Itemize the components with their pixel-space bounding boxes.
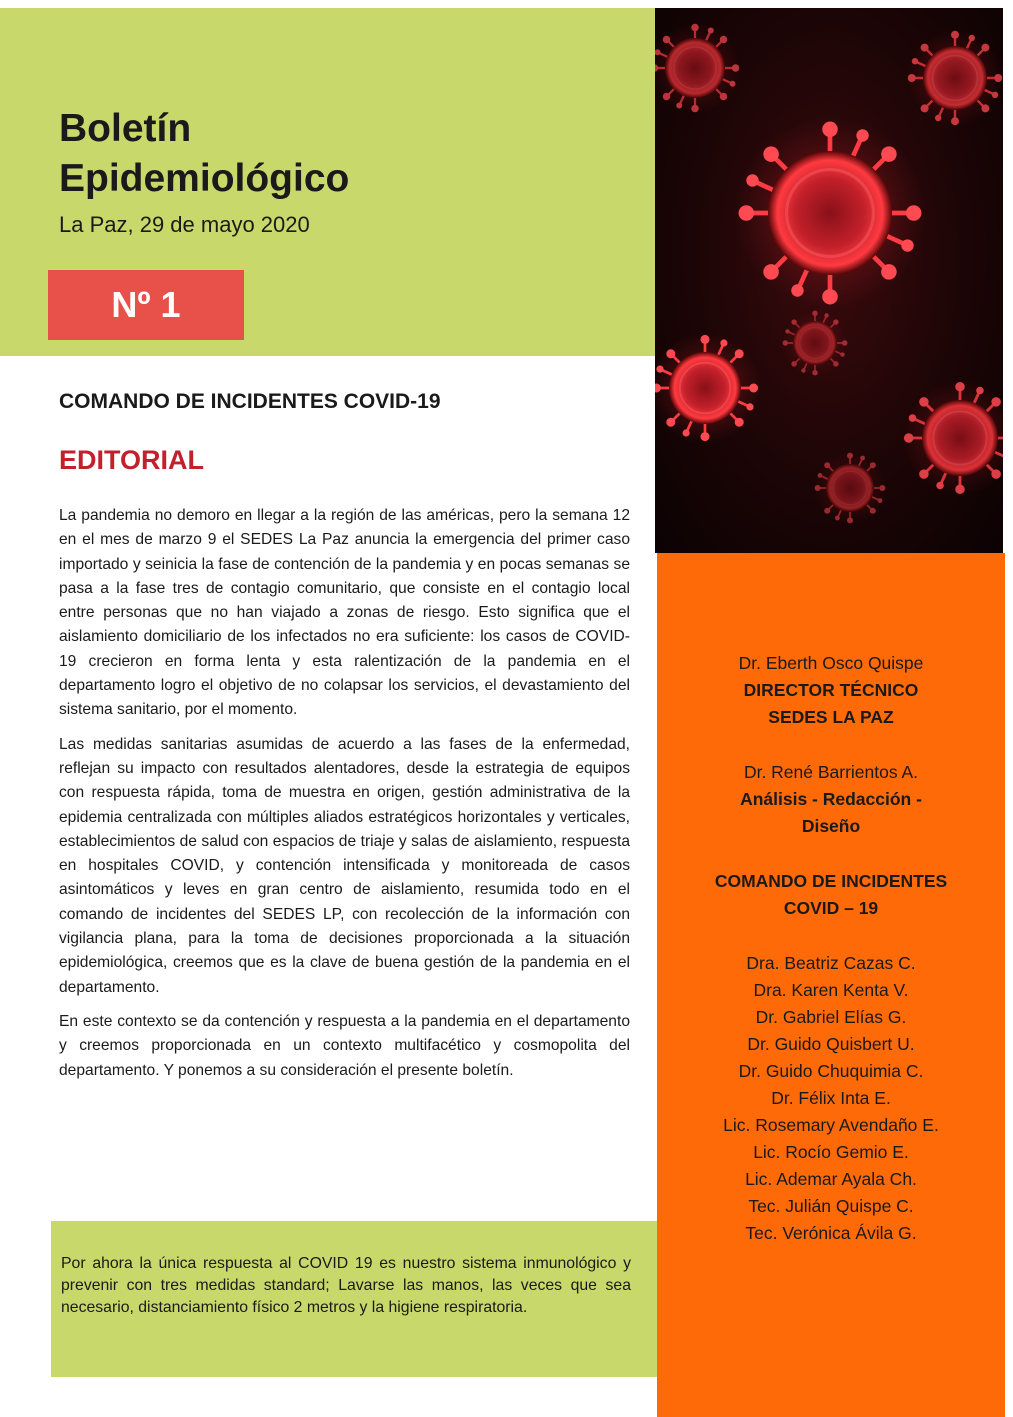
committee-member: Dr. Guido Chuquimia C. [738, 1061, 924, 1081]
committee-member: Tec. Julián Quispe C. [748, 1196, 914, 1216]
credits-sidebar [657, 553, 1005, 1417]
committee-heading-line-2: COVID – 19 [783, 898, 879, 918]
issue-badge: Nº 1 [48, 270, 244, 340]
editorial-paragraph-1: La pandemia no demoro en llegar a la región de las américas, pero la semana 12 en el mes de marzo 9 el SEDES La Paz anuncia la emergencia del primer caso importado y seinicia la fase de contención de la pandemia y en pocas semanas se pasa a la fase tres de contagio comunitario, que consiste en el contagio local entre personas que no han viajado a zonas de riesgo. Esto significa que el aislamiento domiciliario de los infectados no era suficiente: los casos de COVID-19 crecieron en forma lenta y esta ralentización de la pandemia en el departamento logro el objetivo de no colapsar los servicios, el devastamiento del sistema sanitario, por el momento. [59, 507, 630, 719]
editorial-heading: EDITORIAL [59, 445, 205, 475]
editorial-body [59, 504, 630, 1093]
coronavirus-image [655, 8, 1003, 553]
prevention-callout-text: Por ahora la única respuesta al COVID 19 es nuestro sistema inmunológico y prevenir con tres medidas standard; Lavarse las manos, las veces que sea necesario, distanciamiento físico 2 metros y la higiene respiratoria. [61, 1255, 631, 1316]
director-name: Dr. Eberth Osco Quispe [738, 653, 924, 673]
committee-heading-line-1: COMANDO DE INCIDENTES [714, 871, 948, 891]
committee-member: Dra. Beatriz Cazas C. [746, 953, 916, 973]
committee-member: Lic. Ademar Ayala Ch. [745, 1169, 917, 1189]
committee-member: Dra. Karen Kenta V. [753, 980, 909, 1000]
committee-member: Lic. Rocío Gemio E. [753, 1142, 909, 1162]
editorial-paragraph-3: En este contexto se da contención y respuesta a la pandemia en el departamento y creemos proporcionada en un contexto multifacético y cosmopolita del departamento. Y ponemos a su consideración el presente boletín. [59, 1012, 630, 1079]
editorial-paragraph-2: Las medidas sanitarias asumidas de acuerdo a las fases de la enfermedad, reflejan su impacto con resultados alentadores, desde la estrategia de equipos con respuesta rápida, toma de muestra en origen, gestión administrativa de la epidemia centralizada con múltiples aliados estratégicos horizontales y verticales, establecimientos de salud con espacios de triaje y salas de aislamiento, respuesta en hospitales COVID, y contención intensificada y monitoreada de casos asintomáticos y leves en gran centro de aislamiento, resumida todo en el comando de incidentes del SEDES LP, con recolección de la información con vigilancia plana, para la toma de decisiones proporcionada a la situación epidemiológica, creemos que es la clave de buena gestión de la pandemia en el departamento. [59, 735, 630, 996]
committee-member: Lic. Rosemary Avendaño E. [723, 1115, 939, 1135]
committee-member: Dr. Félix Inta E. [771, 1088, 891, 1108]
bulletin-date: La Paz, 29 de mayo 2020 [59, 212, 310, 237]
section-subtitle: COMANDO DE INCIDENTES COVID-19 [59, 390, 441, 413]
coronavirus-illustration [655, 8, 1003, 553]
bulletin-title [59, 104, 349, 204]
committee-member: Dr. Gabriel Elías G. [755, 1007, 907, 1027]
prevention-callout [51, 1221, 657, 1377]
director-title-line-2: SEDES LA PAZ [768, 707, 894, 727]
author-name: Dr. René Barrientos A. [743, 762, 919, 782]
director-title-line-1: DIRECTOR TÉCNICO [743, 680, 919, 700]
committee-member: Tec. Verónica Ávila G. [745, 1223, 917, 1243]
title-line-1: Boletín [59, 107, 192, 150]
author-role-line-2: Diseño [801, 816, 861, 836]
author-role-line-1: Análisis - Redacción - [740, 789, 922, 809]
title-line-2: Epidemiológico [59, 157, 350, 200]
committee-member-list [657, 950, 1005, 1247]
committee-member: Dr. Guido Quisbert U. [747, 1034, 915, 1054]
